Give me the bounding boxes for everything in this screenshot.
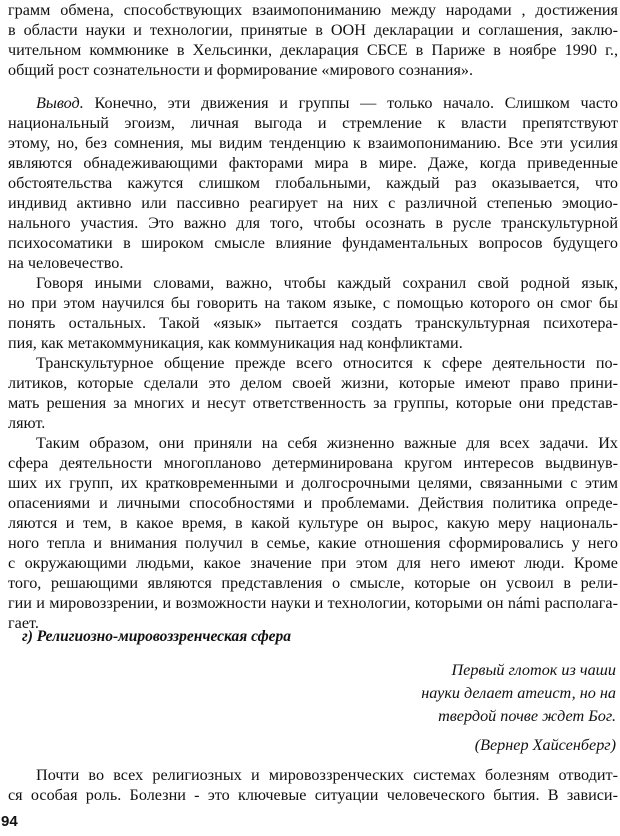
- epigraph-attribution: (Вернер Хайсенберг): [474, 736, 616, 754]
- text-line: пия, как метакоммуникация, как коммуникация над конфликтами.: [8, 334, 463, 352]
- epigraph-line: Первый глоток из чаши: [451, 661, 616, 679]
- text-line: гии и мировоззрении, и возможности науки и технологии, которыми он námi располага-: [8, 594, 618, 612]
- conclusion-text: Конечно, эти движения и группы — только начало. Слишком часто: [94, 94, 618, 112]
- text-line: индивид активно или пассивно реагирует на них с различной степенью эмоцио-: [8, 194, 618, 212]
- conclusion-line: [36, 93, 618, 113]
- text-line: Почти во всех религиозных и мировоззренческих системах болезням отводит-: [36, 766, 618, 784]
- text-line: национальный эгоизм, личная выгода и стремление к власти препятствуют: [8, 114, 618, 132]
- text-line: чительном коммюнике в Хельсинки, декларация СБСЕ в Париже в ноябре 1990 г.,: [8, 41, 618, 59]
- text-line: ляют.: [8, 414, 46, 432]
- text-line: психосоматики в широком смысле влияние фундаментальных вопросов будущего: [8, 234, 618, 252]
- text-line: грамм обмена, способствующих взаимопониманию между народами , достижения: [8, 1, 618, 19]
- text-line: общий рост сознательности и формирование «мирового сознания».: [8, 61, 474, 79]
- epigraph-line: твердой почве ждет Бог.: [438, 707, 616, 725]
- text-line: в области науки и технологии, принятые в ООН декларации и соглашения, заклю-: [8, 21, 618, 39]
- text-line: ших их групп, их кратковременными и долгосрочными целями, связанными с этим: [8, 474, 618, 492]
- page-number: 94: [1, 813, 18, 830]
- text-line: с окружающими людьми, какое значение при этом для него имеют люди. Кроме: [8, 554, 618, 572]
- text-line: но при этом научился бы говорить на таком языке, с помощью которого он смог бы: [8, 294, 618, 312]
- text-line: нального участия. Это важно для того, чтобы осознать в русле транскультурной: [8, 214, 618, 232]
- text-line: того, решающими являются представления о смысле, которые он усвоил в рели-: [8, 574, 618, 592]
- text-line: гает.: [8, 614, 39, 632]
- text-line: Таким образом, они приняли на себя жизненно важные для всех задачи. Их: [36, 434, 618, 452]
- text-line: этому, но, без сомнения, мы видим тенденцию к взаимопониманию. Все эти усилия: [8, 134, 618, 152]
- text-line: Транскультурное общение прежде всего относится к сфере деятельности по-: [36, 354, 618, 372]
- conclusion-lead: Вывод.: [36, 94, 84, 112]
- text-line: ного тепла и внимания получил в семье, какие отношения сформировались у него: [8, 534, 618, 552]
- text-line: обстоятельства кажутся слишком глобальными, каждый раз оказывается, что: [8, 174, 618, 192]
- section-heading: г) Религиозно-мировоззренческая сфера: [22, 628, 292, 645]
- text-line: понять остальных. Такой «язык» пытается создать транскультурная психотера-: [8, 314, 618, 332]
- text-line: Говоря иными словами, важно, чтобы каждый сохранил свой родной язык,: [36, 274, 618, 292]
- text-line: литиков, которые сделали это делом своей жизни, которые имеют право прини-: [8, 374, 618, 392]
- text-line: на человечество.: [8, 254, 124, 272]
- epigraph-line: науки делает атеист, но на: [421, 684, 616, 702]
- text-line: опасениями и личными способностями и проблемами. Действия политика опреде-: [8, 494, 618, 512]
- text-line: ся особая роль. Болезни - это ключевые ситуации человеческого бытия. В зависи-: [8, 786, 618, 804]
- text-line: сфера деятельности многопланово детерминирована кругом интересов выдвинув-: [8, 454, 618, 472]
- text-line: мать решения за многих и несут ответственность за группы, которые они представ-: [8, 394, 618, 412]
- text-line: являются обнадеживающими факторами мира в мире. Даже, когда приведенные: [8, 154, 618, 172]
- text-line: ляются и тем, в какое время, в какой культуре он вырос, какую меру националь-: [8, 514, 618, 532]
